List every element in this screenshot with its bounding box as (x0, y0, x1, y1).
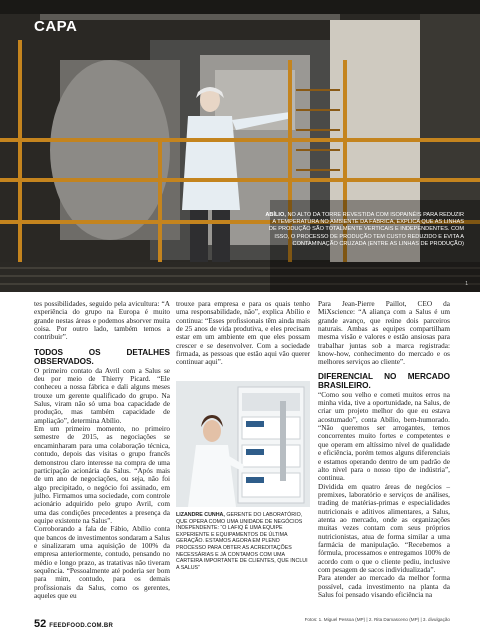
paragraph: O primeiro contato da Avril com a Salus se deu por meio de Thierry Picard. “Ele conheceu a nossa fábrica e dali alguns meses trouxe um gerente qualificado do grupo. Na Salus, viram não só uma boa capacidade de produção, mas também capacidade de ampliação”, determina Abílio. (34, 366, 170, 425)
section-tag: CAPA (34, 18, 78, 35)
paragraph: Em um primeiro momento, no primeiro semestre de 2015, as negociações se encaminharam para uma colaboração técnica, contudo, depois das visitas o grupo francês demonstrou claro interesse na compra de uma participação acionária da Salus. “Após mais de um ano de negociações, ou seja, não foi algo precipitado, o negócio foi assinado, em julho. Firmamos uma sociedade, com controle acionário adquirido pelo grupo Avril, com uma das condições precedentes a presença da equipe existente na Salus”. (34, 425, 170, 525)
lab-photo-caption (176, 512, 310, 571)
hero-credit-mark: 1 (465, 281, 468, 287)
hero-caption (264, 212, 464, 248)
paragraph: “Como sou velho e cometi muitos erros na minha vida, tive a oportunidade, na Salus, de criar um projeto melhor do que eu estava acostumado”, conta Abílio, bem-humorado. “Não queremos ser arrogantes, temos concorrentes muito fortes e competentes e que operam em altíssimo nível de qualidade e eficiência, porém temos alguns diferenciais e estamos operando dentro de um padrão de alto nível para o nosso tipo de indústria”, continua. (318, 390, 450, 483)
paragraph: tes possibilidades, seguido pela avicultura: “A experiência do grupo na Europa é muito grande nestas áreas e podemos absorver muita coisa. Por outro lado, também temos a contribuir”. (34, 300, 170, 342)
site-name: FEEDFOOD.COM.BR (49, 623, 114, 629)
paragraph: trouxe para empresa e para os quais tenho uma responsabilidade, não”, explica Abílio e continua: “Esses profissionais têm ainda mais de 25 anos de vida produtiva, e eles precisam estar em um ambiente em que eles possam crescer e se desenvolver. Com a sociedade firmada, as pessoas que estão aqui vão querer continuar aqui”. (176, 300, 310, 367)
body-column-2 (176, 300, 310, 367)
paragraph: Para atender ao mercado da melhor forma possível, cada investimento na planta da Salus foi pensado visando eficiência na (318, 574, 450, 599)
page-folio (34, 614, 113, 632)
lab-photo-caption-text: GERENTE DO LABORATÓRIO, QUE OPERA COMO UMA UNIDADE DE NEGÓCIOS INDEPENDENTE: “O LAFIQ É UMA EQUIPE EXPERIENTE E EQUIPAMENTOS DE ÚLTIMA GERAÇÃO. ESTAMOS AGORA EM PLENO PROCESSO PARA OBTER AS ACREDITAÇÕES NECESSÁRIAS E JÁ CONTAMOS COM UMA CARTEIRA IMPORTANTE DE CLIENTES, QUE INCLUI A SALUS” (176, 512, 308, 571)
lab-photo (176, 381, 310, 507)
subhead-detalhes: TODOS OS DETALHES OBSERVADOS. (34, 347, 170, 366)
page-number: 52 (34, 618, 47, 630)
body-column-3 (318, 300, 450, 599)
subhead-diferencial: DIFERENCIAL NO MERCADO BRASILEIRO. (318, 371, 450, 390)
paragraph: Corroborando a fala de Fábio, Abílio conta que bancos de investimentos sondaram a Salus e sinalizaram uma aquisição de 100% da empresa anteriormente, contudo, pensando no médio e longo prazo, as tratativas não tiveram sequência. “Pessoalmente até poderia ser bom para mim, contudo, para os demais profissionais da Salus, como os gerentes, aqueles que eu (34, 525, 170, 600)
body-column-1 (34, 300, 170, 600)
hero-caption-name: ABÍLIO, (265, 212, 286, 218)
hero-photo-illustration (0, 0, 480, 292)
hero-caption-text: NO ALTO DA TORRE REVESTIDA COM ISOPAINÉIS PARA REDUZIR A TEMPERATURA NO AMBIENTE DA FÁBRICA, EXPLICA QUE AS LINHAS DE PRODUÇÃO SÃO TOTALMENTE VERTICAIS E INDEPENDENTES. COM ISSO, O PROCESSO DE PRODUÇÃO TEM CUSTO REDUZIDO E EVITA A CONTAMINAÇÃO CRUZADA (ENTRE AS LINHAS DE PRODUÇÃO) (268, 212, 464, 247)
paragraph: Dividida em quatro áreas de negócios – premixes, laboratório e serviços de análises, trading de matérias-primas e especialidades nutricionais e aditivos alimentares, a Salus, atenta ao mercado, onde as organizações muitas vezes contam com seus próprios nutricionistas, atua de forma similar a uma farmácia de manipulação. “Recebemos a fórmula, processamos e entregamos 100% de acordo com o que o cliente pediu, inclusive com pesagem de sacos individualizada”. (318, 482, 450, 574)
lab-photo-caption-name: LIZANDRE CUNHA, (176, 512, 225, 518)
lab-photo-illustration (176, 381, 310, 507)
hero-photo (0, 0, 480, 292)
photo-credits: Fotos: 1. Miguel Pessoa (MP) | 2. Rita Damasceno (MP) | 3. divulgação (304, 617, 450, 622)
paragraph: Para Jean-Pierre Paillot, CEO da MiXscience: “A aliança com a Salus é um grande avanço, que reúne dois parceiros naturais. Ambas as equipes compartilham mesma visão e valores e estão ansiosas para trabalhar juntas sob a marca registrada: know-how, conhecimento do mercado e os melhores serviços ao cliente”. (318, 300, 450, 367)
